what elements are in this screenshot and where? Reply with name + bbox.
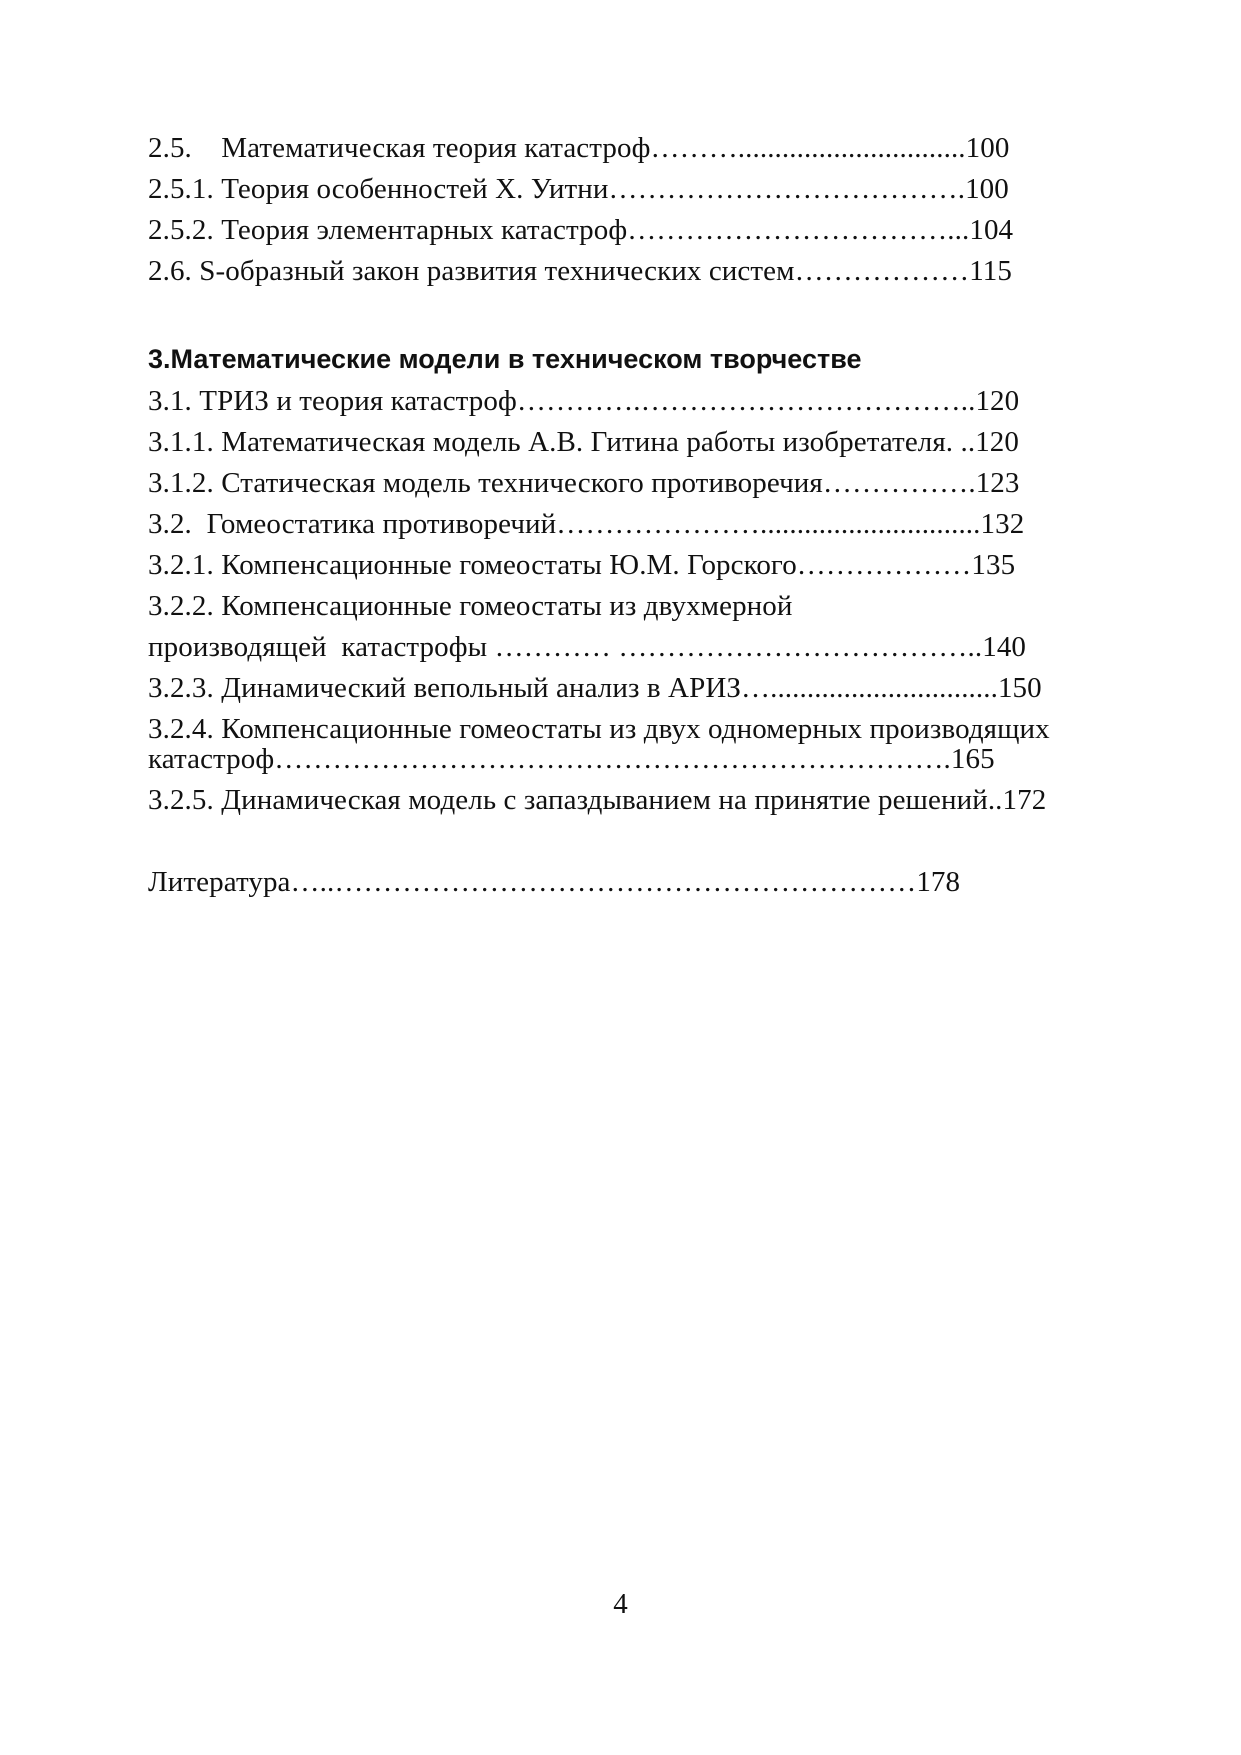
toc-entry-literature: Литература…..……………………………………………………178	[148, 866, 961, 898]
toc-entry-3-1-1: 3.1.1. Математическая модель А.В. Гитина работы изобретателя. ..120	[148, 426, 1020, 458]
toc-entry-3-2-1: 3.2.1. Компенсационные гомеостаты Ю.М. Горского………………135	[148, 549, 1016, 581]
toc-entry-2-5-1: 2.5.1. Теория особенностей Х. Уитни……………………………….100	[148, 173, 1009, 205]
toc-entry-2-5: 2.5. Математическая теория катастроф………...............................100	[148, 132, 1010, 164]
toc-entry-3-2-4-continued: катастроф…………………………………………………………….165	[148, 743, 995, 775]
toc-entry-2-6: 2.6. S-образный закон развития технических систем………………115	[148, 255, 1012, 287]
toc-entry-3-2-4: 3.2.4. Компенсационные гомеостаты из двух одномерных производящих	[148, 713, 1050, 745]
toc-entry-3-2: 3.2. Гомеостатика противоречий…………………..............................132	[148, 508, 1025, 540]
page-number: 4	[613, 1588, 628, 1620]
toc-entry-3-1-2: 3.1.2. Статическая модель технического противоречия…………….123	[148, 467, 1020, 499]
toc-entry-2-5-2: 2.5.2. Теория элементарных катастроф……………………………...104	[148, 214, 1014, 246]
toc-entry-3-2-5: 3.2.5. Динамическая модель с запаздыванием на принятие решений..172	[148, 784, 1047, 816]
toc-entry-3-2-2: 3.2.2. Компенсационные гомеостаты из двухмерной	[148, 590, 793, 622]
toc-entry-3-2-2-continued: производящей катастрофы ………… ………………………………..140	[148, 631, 1027, 663]
toc-entry-3-1: 3.1. ТРИЗ и теория катастроф………….……………………………..120	[148, 385, 1020, 417]
toc-entry-3-2-3: 3.2.3. Динамический вепольный анализ в АРИЗ…...............................150	[148, 672, 1042, 704]
section-3-heading: 3.Математические модели в техническом творчестве	[148, 344, 862, 374]
